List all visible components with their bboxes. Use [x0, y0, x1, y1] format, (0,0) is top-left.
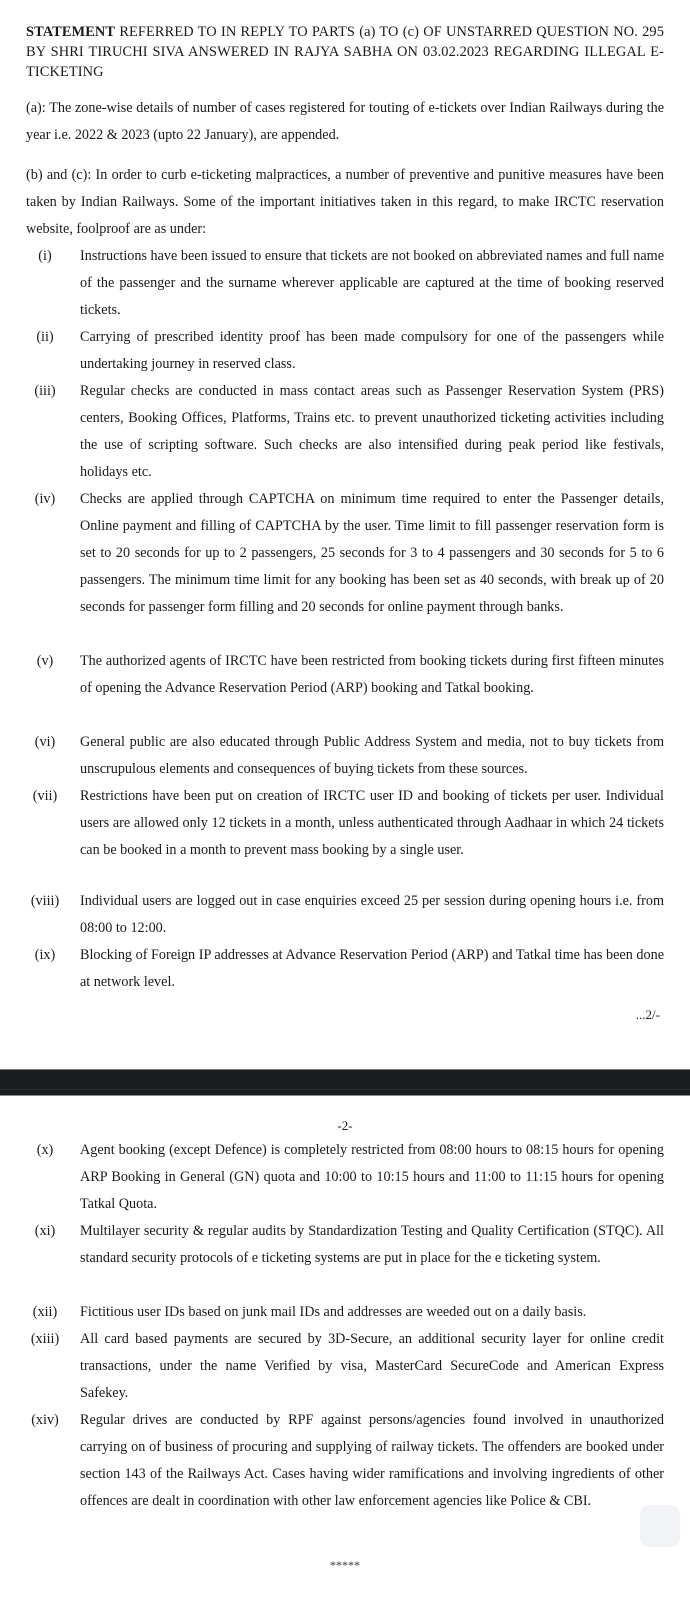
list-item-label: (i) [38, 248, 52, 264]
list-item-text: Agent booking (except Defence) is completely restricted from 08:00 hours to 08:15 hours for opening ARP Booking in General (GN) quota and 10:00 to 10:15 hours and 11:00 to 11:15 hours for opening Tatkal Quota. [80, 1142, 664, 1212]
list-item-label: (xiv) [31, 1412, 59, 1428]
title-lead: STATEMENT [26, 24, 116, 40]
list-item-text: Regular drives are conducted by RPF against persons/agencies found involved in unauthorized carrying on of business of procuring and supplying of railway tickets. The offenders are booked under section 143 of the Railways Act. Cases having wider ramifications and involving ingredients of other offences are dealt in coordination with other law enforcement agencies like Police & CBI. [80, 1412, 664, 1509]
list-item-label: (xiii) [30, 1331, 60, 1347]
list-item-text: All card based payments are secured by 3D-Secure, an additional security layer for online credit transactions, under the name Verified by visa, MasterCard SecureCode and American Express Safekey. [80, 1331, 664, 1401]
list-item-label: (v) [36, 653, 54, 669]
list-item-label: (iv) [34, 491, 56, 507]
page-separator [0, 1069, 690, 1096]
list-item-label: (x) [36, 1142, 54, 1158]
list-item-label: (viii) [30, 893, 60, 909]
separator-line [0, 1089, 690, 1090]
floating-overlay-button[interactable] [640, 1505, 680, 1547]
list-item-text: Carrying of prescribed identity proof has been made compulsory for one of the passengers while undertaking journey in reserved class. [80, 329, 664, 372]
list-item-text: Blocking of Foreign IP addresses at Advance Reservation Period (ARP) and Tatkal time has been done at network level. [80, 947, 664, 990]
list-item-label: (ii) [36, 329, 54, 345]
list-item-label: (vii) [32, 788, 58, 804]
list-item-text: Fictitious user IDs based on junk mail IDs and addresses are weeded out on a daily basis. [80, 1304, 587, 1320]
list-item-text: Restrictions have been put on creation of IRCTC user ID and booking of tickets per user. Individual users are allowed only 12 tickets in a month, unless authenticated through Aadhaar in which 24 tickets can be booked in a month to prevent mass booking by a single user. [80, 788, 664, 858]
list-item-label: (iii) [34, 383, 56, 399]
paragraph-a: (a): The zone-wise details of number of cases registered for touting of e-tickets over Indian Railways during the year i.e. 2022 & 2023 (upto 22 January), are appended. [26, 100, 664, 143]
list-item-text: Instructions have been issued to ensure that tickets are not booked on abbreviated names and full name of the passenger and the surname wherever applicable are captured at the time of booking reserved tickets. [80, 248, 664, 318]
continued-marker: ...2/- [635, 1007, 660, 1022]
end-marker: ***** [330, 1558, 360, 1572]
list-item-text: General public are also educated through Public Address System and media, not to buy tickets from unscrupulous elements and consequences of buying tickets from these sources. [80, 734, 664, 777]
list-item-label: (xi) [34, 1223, 56, 1239]
page-number: -2- [337, 1118, 353, 1133]
document-title [26, 22, 664, 82]
list-item-label: (vi) [34, 734, 56, 750]
list-item-text: Checks are applied through CAPTCHA on minimum time required to enter the Passenger details, Online payment and filling of CAPTCHA by the user. Time limit to fill passenger reservation form is set to 20 seconds for up to 2 passengers, 25 seconds for 3 to 4 passengers and 30 seconds for 5 to 6 passengers. The minimum time limit for any booking has been set as 40 seconds, with break up of 20 seconds for passenger form filling and 20 seconds for online payment through banks. [80, 491, 664, 615]
paragraph-b-and-c: (b) and (c): In order to curb e-ticketing malpractices, a number of preventive and punitive measures have been taken by Indian Railways. Some of the important initiatives taken in this regard, to make IRCTC reservation website, foolproof are as under: [26, 167, 664, 237]
list-item-text: Regular checks are conducted in mass contact areas such as Passenger Reservation System (PRS) centers, Booking Offices, Platforms, Trains etc. to prevent unauthorized ticketing activities including the use of scripting software. Such checks are also intensified during peak period like festivals, holidays etc. [80, 383, 664, 480]
list-item-text: Multilayer security & regular audits by Standardization Testing and Quality Certification (STQC). All standard security protocols of e ticketing systems are put in place for the e ticketing system. [80, 1223, 664, 1266]
list-item-text: Individual users are logged out in case enquiries exceed 25 per session during opening hours i.e. from 08:00 to 12:00. [80, 893, 664, 936]
list-item-label: (ix) [34, 947, 56, 963]
title-rest: REFERRED TO IN REPLY TO PARTS (a) TO (c) OF UNSTARRED QUESTION NO. 295 BY SHRI TIRUCHI SIVA ANSWERED IN RAJYA SABHA ON 03.02.2023 REGARDING ILLEGAL E-TICKETING [26, 24, 664, 80]
list-item-label: (xii) [32, 1304, 58, 1320]
list-item-text: The authorized agents of IRCTC have been restricted from booking tickets during first fifteen minutes of opening the Advance Reservation Period (ARP) booking and Tatkal booking. [80, 653, 664, 696]
